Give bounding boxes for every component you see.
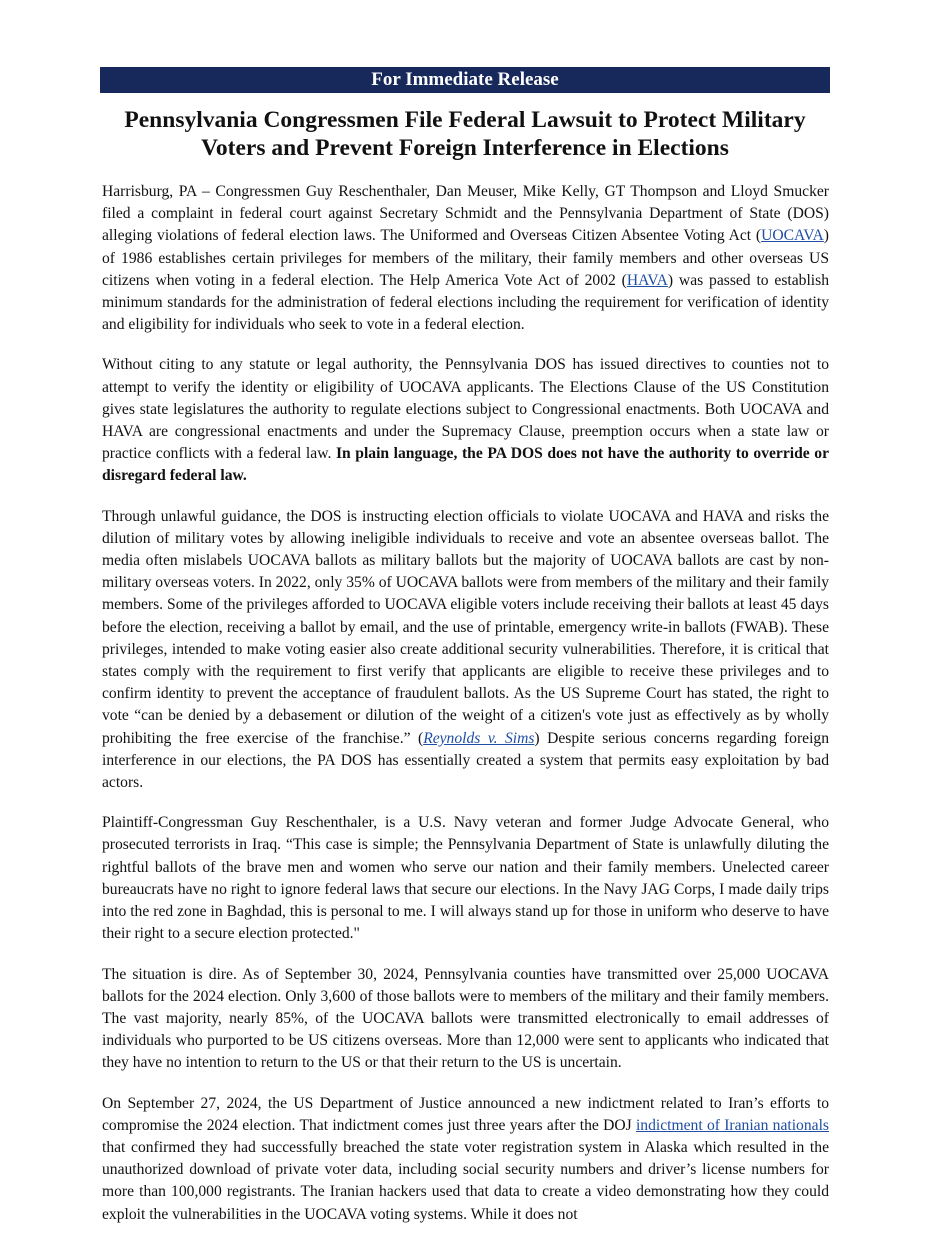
p3-text-1: Through unlawful guidance, the DOS is instructing election officials to violate UOCAVA and HAVA and risks the dilution of military votes by allowing ineligible individuals to receive and vote an absentee overseas ballot. The media often mislabels UOCAVA ballots as military ballots but the majority of UOCAVA ballots are cast by non-military overseas voters. In 2022, only 35% of UOCAVA ballots were from members of the military and their family members. Some of the privileges afforded to UOCAVA eligible voters include receiving their ballots at least 45 days before the election, receiving a ballot by email, and the use of printable, emergency write-in ballots (FWAB). These privileges, intended to make voting easier also create additional security vulnerabilities. Therefore, it is critical that states comply with the requirement to first verify that applicants are eligible to receive these privileges and to confirm identity to prevent the acceptance of fraudulent ballots. As the US Supreme Court has stated, the right to vote “can be denied by a debasement or dilution of the weight of a citizen's vote just as effectively as by wholly prohibiting the free exercise of the franchise.” ( bbox=[102, 507, 829, 747]
release-banner: For Immediate Release bbox=[100, 67, 830, 93]
paragraph-6 bbox=[102, 1093, 829, 1226]
paragraph-2 bbox=[102, 354, 829, 487]
uocava-link[interactable]: UOCAVA bbox=[761, 227, 824, 245]
article-body bbox=[102, 181, 829, 1244]
p6-text-2: that confirmed they had successfully breached the state voter registration system in Alaska which resulted in the unauthorized download of private voter data, including social security numbers and driver’s license numbers for more than 100,000 registrants. The Iranian hackers used that data to create a video demonstrating how they could exploit the vulnerabilities in the UOCAVA voting systems. While it does not bbox=[102, 1138, 829, 1223]
paragraph-5: The situation is dire. As of September 30, 2024, Pennsylvania counties have transmitted over 25,000 UOCAVA ballots for the 2024 election. Only 3,600 of those ballots were to members of the military and their family members. The vast majority, nearly 85%, of the UOCAVA ballots were transmitted electronically to email addresses of individuals who purported to be US citizens overseas. More than 12,000 were sent to applicants who indicated that they have no intention to return to the US or that their return to the US is uncertain. bbox=[102, 965, 829, 1072]
headline-line-1: Pennsylvania Congressmen File Federal Lawsuit to Protect Military bbox=[124, 107, 806, 133]
p6-text-1: On September 27, 2024, the US Department of Justice announced a new indictment related to Iran’s efforts to compromise the 2024 election. That indictment comes just three years after the DOJ bbox=[102, 1094, 829, 1134]
p1-text-1: Harrisburg, PA – Congressmen Guy Reschenthaler, Dan Meuser, Mike Kelly, GT Thompson and Lloyd Smucker filed a complaint in federal court against Secretary Schmidt and the Pennsylvania Department of State (DOS) alleging violations of federal election laws. The Uniformed and Overseas Citizen Absentee Voting Act ( bbox=[102, 183, 829, 245]
headline-line-2: Voters and Prevent Foreign Interference in Elections bbox=[201, 135, 729, 161]
p1-text-2: ) of 1986 establishes certain privileges for members of the military, their family members and other overseas US citizens when voting in a federal election. The Help America Vote Act of 2002 ( bbox=[102, 227, 829, 289]
hava-link[interactable]: HAVA bbox=[626, 271, 668, 289]
p1-text-3: ) was passed to establish minimum standards for the administration of federal elections including the requirement for verification of identity and eligibility for individuals who seek to vote in a federal election. bbox=[102, 271, 829, 334]
p2-text: Without citing to any statute or legal authority, the Pennsylvania DOS has issued directives to counties not to attempt to verify the identity or eligibility of UOCAVA applicants. The Elections Clause of the US Constitution gives state legislatures the authority to regulate elections subject to Congressional enactments. Both UOCAVA and HAVA are congressional enactments and under the Supremacy Clause, preemption occurs when a state law or practice conflicts with a federal law. bbox=[102, 356, 829, 463]
paragraph-3 bbox=[102, 506, 829, 795]
indictment-link[interactable]: indictment of Iranian nationals bbox=[635, 1116, 829, 1134]
p3-text-2: ) Despite serious concerns regarding foreign interference in our elections, the PA DOS has essentially created a system that permits easy exploitation by bad actors. bbox=[102, 729, 829, 792]
reynolds-v-sims-link[interactable]: Reynolds v. Sims bbox=[423, 729, 535, 747]
paragraph-4: Plaintiff-Congressman Guy Reschenthaler, is a U.S. Navy veteran and former Judge Advocate General, who prosecuted terrorists in Iraq. “This case is simple; the Pennsylvania Department of State is unlawfully diluting the rightful ballots of the brave men and women who serve our nation and their family members. Unelected career bureaucrats have no right to ignore federal laws that secure our elections. In the Navy JAG Corps, I made daily trips into the red zone in Baghdad, this is personal to me. I will always stand up for those in uniform who deserve to have their right to a secure election protected." bbox=[102, 814, 829, 943]
headline bbox=[100, 106, 830, 162]
p2-bold-statement: In plain language, the PA DOS does not have the authority to override or disregard federal law. bbox=[102, 445, 829, 485]
paragraph-1 bbox=[102, 181, 829, 336]
